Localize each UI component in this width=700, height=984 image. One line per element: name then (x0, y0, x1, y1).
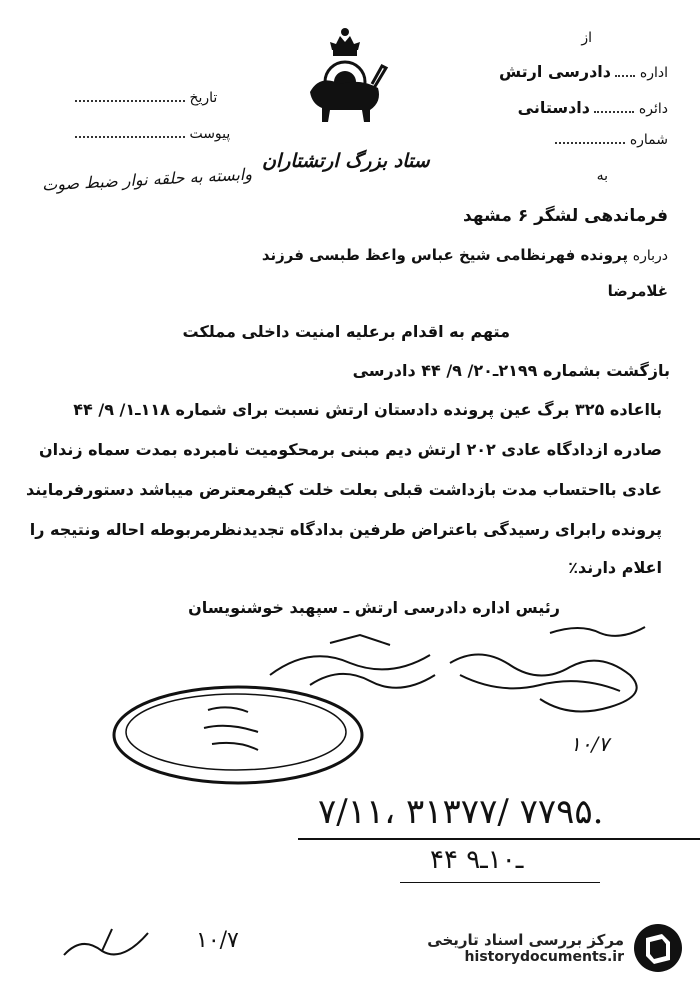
office-label: اداره (639, 65, 668, 81)
from-label: از (581, 30, 592, 46)
attachment-label: پیوست (189, 126, 231, 142)
underline-rule (298, 838, 700, 840)
paragraph-line-1: بااعاده ۳۲۵ برگ عین پرونده دادستان ارتش نسبت برای شماره ۱۱۸ـ۱/ ۹/ ۴۴ (73, 400, 662, 419)
signature-title: رئیس اداره دادرسی ارتش ـ سپهبد خوشنویسان (188, 598, 560, 617)
initials-right: ۱۰/۷ (570, 732, 609, 756)
handwritten-date: ۴۴ ـ۱۰ـ۹ (430, 845, 524, 875)
department-value: دادستانی (517, 98, 590, 117)
organization-name: ستاد بزرگ ارتشتاران (262, 150, 430, 172)
reference-line: بازگشت بشماره ۲۱۹۹ـ۲۰/ ۹/ ۴۴ دادرسی (352, 361, 670, 380)
recipient: فرماندهی لشگر ۶ مشهد (463, 206, 668, 226)
date-label: تاریخ (189, 90, 218, 106)
watermark (427, 918, 684, 978)
oval-stamp (108, 680, 368, 790)
date-underline (400, 882, 600, 883)
department-dots (594, 111, 634, 113)
date-dots (75, 100, 185, 102)
office-row (499, 62, 668, 81)
to-label: به (596, 168, 608, 184)
number-dots (555, 142, 625, 144)
department-label: دائره (638, 101, 668, 117)
handwritten-note: وابسته به حلقه نوار ضبط صوت (41, 164, 253, 195)
body-heading: متهم به اقدام برعلیه امنیت داخلی مملکت (182, 322, 510, 341)
subject-text: پرونده فهرنظامی شیخ عباس واعظ طبسی فرزند (261, 246, 628, 264)
number-row (555, 132, 668, 148)
department-row (518, 98, 668, 117)
paragraph-line-3: عادی بااحتساب مدت بازداشت قبلی بعلت خلت کیفرمعترض میباشد دستورفرمایند (26, 480, 662, 499)
history-documents-logo-icon (632, 922, 684, 974)
bottom-scribble (62, 925, 152, 965)
paragraph-line-2: صادره ازدادگاه عادی ۲۰۲ ارتش دیم مبنی برمحکومیت نامبرده بمدت سماه زندان (38, 440, 662, 459)
subject-row (262, 246, 668, 264)
office-dots (615, 75, 635, 77)
attachment-dots (75, 136, 185, 138)
number-label: شماره (629, 132, 668, 148)
watermark-title: مرکز بررسی اسناد تاریخی (427, 931, 624, 949)
date-row (75, 90, 217, 106)
office-value: دادرسی ارتش (499, 62, 611, 81)
bottom-note: ۱۰/۷ (196, 928, 239, 953)
subject-line-2: غلامرضا (607, 282, 668, 300)
attachment-row (75, 126, 230, 142)
lion-sun-emblem (300, 22, 390, 132)
subject-label: درباره (632, 248, 668, 264)
paragraph-line-5: اعلام دارند٪ (568, 558, 662, 577)
watermark-url: historydocuments.ir (464, 949, 624, 965)
paragraph-line-4: پرونده رابرای رسیدگی باعتراض طرفین بدادگاه تجدیدنظرمربوطه احاله ونتیجه را (29, 520, 662, 539)
handwritten-numbers: ۷/۱۱، ۳۱۳۷۷/ ۷۷۹۵. (318, 792, 604, 832)
